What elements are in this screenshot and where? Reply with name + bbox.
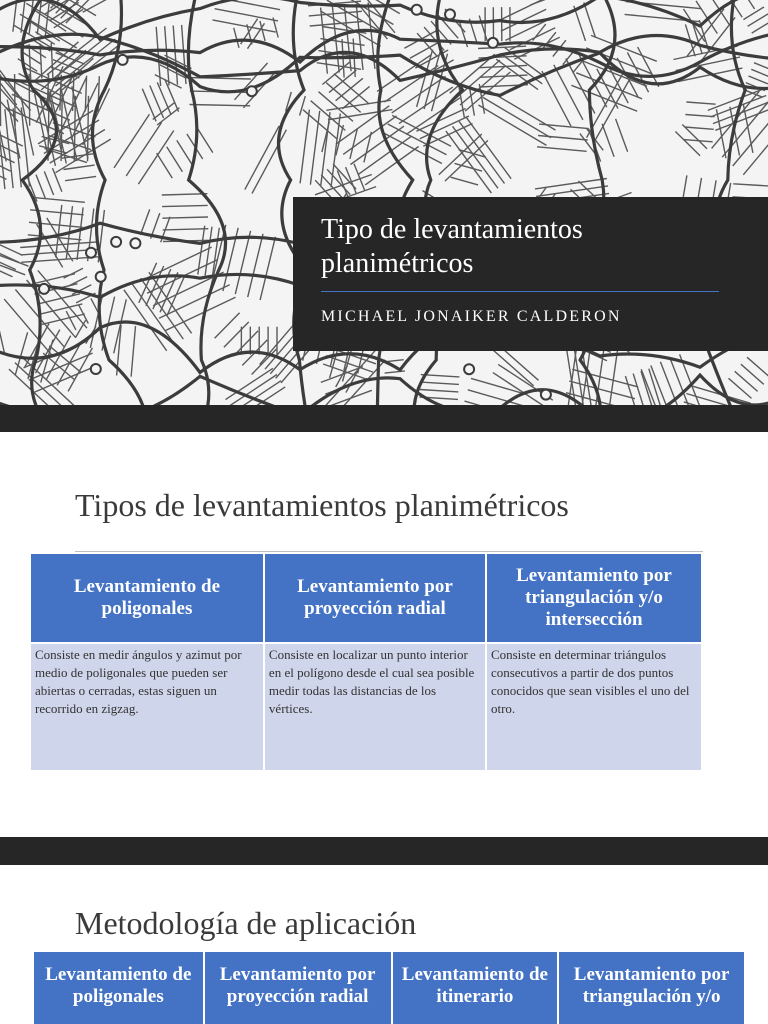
table-header-cell: Levantamiento por proyección radial (205, 952, 391, 1024)
table-header-cell: Levantamiento de itinerario (393, 952, 558, 1024)
presentation-title: Tipo de levantamientos planimétricos (321, 214, 583, 279)
table-header-row (34, 952, 744, 1024)
table-row (31, 644, 701, 770)
table-header-cell: Levantamiento por triangulación y/o (559, 952, 744, 1024)
table-header-cell: Levantamiento de poligonales (34, 952, 203, 1024)
table-cell: Consiste en localizar un punto interior en el polígono desde el cual sea posible medir todas las distancias de los vértices. (265, 644, 485, 770)
methodology-table (32, 950, 746, 1024)
table-cell: Consiste en medir ángulos y azimut por medio de poligonales que pueden ser abiertas o cerradas, estas siguen un recorrido en zigzag. (31, 644, 263, 770)
slide-separator-bar (0, 837, 768, 865)
types-slide-heading: Tipos de levantamientos planimétricos (75, 487, 569, 523)
table-cell: Consiste en determinar triángulos consecutivos a partir de dos puntos conocidos que sean visibles el uno del otro. (487, 644, 701, 770)
table-header-cell: Levantamiento por triangulación y/o intersección (487, 554, 701, 642)
title-box (293, 197, 768, 351)
title-slide (0, 0, 768, 432)
types-table (29, 552, 703, 772)
title-slide-bottom-bar (0, 405, 768, 432)
table-header-cell: Levantamiento de poligonales (31, 554, 263, 642)
author-name: MICHAEL JONAIKER CALDERON (321, 308, 622, 325)
table-header-cell: Levantamiento por proyección radial (265, 554, 485, 642)
types-slide (0, 432, 768, 837)
methodology-slide (0, 865, 768, 1024)
methodology-slide-heading: Metodología de aplicación (75, 905, 417, 941)
title-divider (321, 291, 719, 292)
table-header-row (31, 554, 701, 642)
